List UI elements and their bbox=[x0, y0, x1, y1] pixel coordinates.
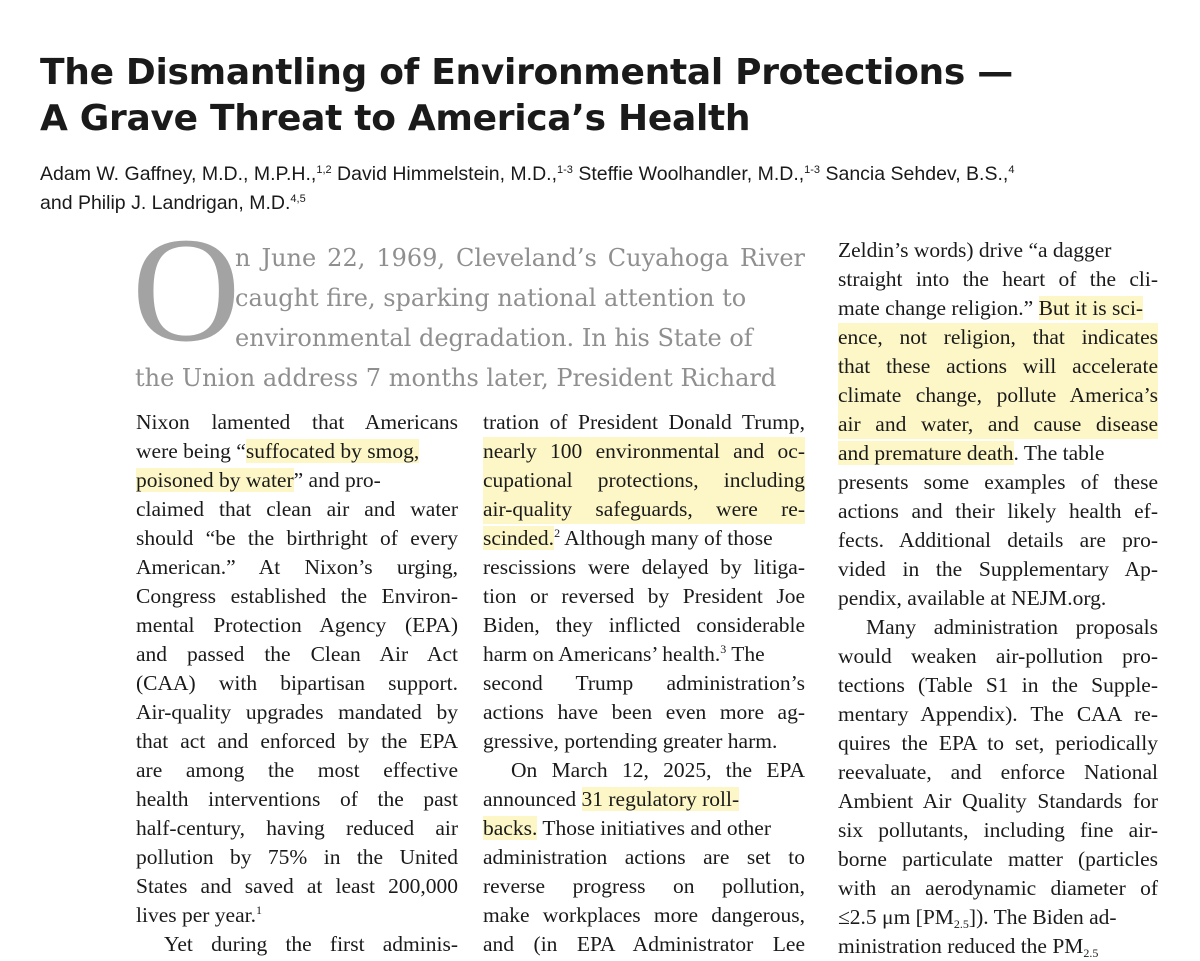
text-line bbox=[838, 410, 1158, 439]
text-line: States and saved at least 200,000 bbox=[136, 874, 458, 898]
text-run: ]). The Biden ad- bbox=[968, 905, 1117, 929]
text-line: should “be the birthright of every bbox=[136, 526, 458, 550]
highlighted-text: climate change, pollute America’s bbox=[838, 381, 1158, 410]
text-line: fects. Additional details are pro- bbox=[838, 528, 1158, 552]
text-line: tion or reversed by President Joe bbox=[483, 584, 805, 608]
text-line bbox=[483, 524, 805, 553]
text-line: Biden, they inflicted considerable bbox=[483, 613, 805, 637]
text-line: reevaluate, and enforce National bbox=[838, 760, 1158, 784]
lead-line: the Union address 7 months later, President Richard bbox=[135, 364, 777, 392]
affiliation-ref: 4 bbox=[1008, 164, 1015, 176]
text-line: administration actions are set to bbox=[483, 845, 805, 869]
lead-paragraph bbox=[135, 238, 805, 398]
title-line: The Dismantling of Environmental Protections — bbox=[40, 52, 1013, 93]
text-run: Those initiatives and other bbox=[537, 816, 771, 840]
text-line bbox=[838, 903, 1158, 932]
text-line bbox=[838, 323, 1158, 352]
author-name: and Philip J. Landrigan, M.D. bbox=[40, 192, 291, 214]
text-line: mental Protection Agency (EPA) bbox=[136, 613, 458, 637]
text-line bbox=[483, 466, 805, 495]
text-column-3 bbox=[838, 236, 1158, 961]
text-line bbox=[838, 932, 1158, 961]
text-run: ministration reduced the PM bbox=[838, 934, 1084, 958]
text-line bbox=[483, 814, 805, 843]
text-line: claimed that clean air and water bbox=[136, 497, 458, 521]
text-run: ≤2.5 μm [PM bbox=[838, 905, 954, 929]
text-line bbox=[483, 785, 805, 814]
text-line bbox=[483, 437, 805, 466]
highlighted-text: poisoned by water bbox=[136, 468, 294, 492]
highlighted-text: backs. bbox=[483, 816, 538, 840]
text-line: are among the most effective bbox=[136, 758, 458, 782]
drop-cap: O bbox=[132, 207, 241, 373]
text-line: Ambient Air Quality Standards for bbox=[838, 789, 1158, 813]
affiliation-ref: 1-3 bbox=[804, 164, 821, 176]
text-line bbox=[838, 352, 1158, 381]
text-line bbox=[136, 437, 458, 466]
text-line bbox=[483, 640, 805, 669]
text-line: second Trump administration’s bbox=[483, 671, 805, 695]
text-line bbox=[136, 901, 458, 930]
citation-ref: 3 bbox=[720, 642, 727, 656]
text-line bbox=[838, 439, 1158, 468]
article-title bbox=[40, 50, 1013, 142]
text-run: lives per year. bbox=[136, 903, 256, 927]
text-run: . The table bbox=[1013, 441, 1105, 465]
affiliation-ref: 1-3 bbox=[557, 164, 573, 176]
text-line: tration of President Donald Trump, bbox=[483, 410, 805, 434]
author-name: Adam W. Gaffney, M.D., M.P.H., bbox=[40, 163, 317, 185]
highlighted-text: air and water, and cause disease bbox=[838, 410, 1158, 439]
text-run: were being “ bbox=[136, 439, 246, 463]
text-line: actions and their likely health ef- bbox=[838, 499, 1158, 523]
highlighted-text: nearly 100 environmental and oc- bbox=[483, 437, 805, 466]
text-line: make workplaces more dangerous, bbox=[483, 903, 805, 927]
text-run: Although many of those bbox=[560, 526, 773, 550]
affiliation-ref: 4,5 bbox=[290, 193, 306, 205]
text-line: tections (Table S1 in the Supple- bbox=[838, 673, 1158, 697]
text-line: with an aerodynamic diameter of bbox=[838, 876, 1158, 900]
text-line: Yet during the first adminis- bbox=[164, 932, 458, 956]
citation-ref: 2 bbox=[554, 526, 561, 540]
text-line: that act and enforced by the EPA bbox=[136, 729, 458, 753]
author-name: Sancia Sehdev, B.S., bbox=[820, 163, 1009, 185]
text-line: gressive, portending greater harm. bbox=[483, 729, 778, 753]
text-line: and (in EPA Administrator Lee bbox=[483, 932, 805, 956]
text-line bbox=[136, 466, 458, 495]
text-line: Many administration proposals bbox=[866, 615, 1158, 639]
subscript: 2.5 bbox=[953, 917, 969, 931]
text-line: actions have been even more ag- bbox=[483, 700, 805, 724]
text-line: quires the EPA to set, periodically bbox=[838, 731, 1158, 755]
text-line: On March 12, 2025, the EPA bbox=[511, 758, 805, 782]
text-run: harm on Americans’ health. bbox=[483, 642, 721, 666]
text-line: pendix, available at NEJM.org. bbox=[838, 586, 1107, 610]
text-line: Zeldin’s words) drive “a dagger bbox=[838, 238, 1112, 262]
lead-line: environmental degradation. In his State of bbox=[235, 324, 753, 352]
text-line: presents some examples of these bbox=[838, 470, 1158, 494]
text-line: straight into the heart of the cli- bbox=[838, 267, 1158, 291]
citation-ref: 1 bbox=[256, 903, 262, 917]
text-line: (CAA) with bipartisan support. bbox=[136, 671, 458, 695]
highlighted-text: that these actions will accelerate bbox=[838, 352, 1158, 381]
text-line: Congress established the Environ- bbox=[136, 584, 458, 608]
text-line: and passed the Clean Air Act bbox=[136, 642, 458, 666]
highlighted-text: scinded. bbox=[483, 526, 555, 550]
author-name: David Himmelstein, M.D., bbox=[331, 163, 558, 185]
affiliation-ref: 1,2 bbox=[316, 164, 332, 176]
text-line: pollution by 75% in the United bbox=[136, 845, 458, 869]
text-line: American.” At Nixon’s urging, bbox=[136, 555, 458, 579]
text-line: rescissions were delayed by litiga- bbox=[483, 555, 805, 579]
title-line: A Grave Threat to America’s Health bbox=[40, 98, 751, 139]
subscript: 2.5 bbox=[1083, 946, 1099, 960]
highlighted-text: cupational protections, including bbox=[483, 466, 805, 495]
text-column-2 bbox=[483, 408, 805, 959]
lead-line: n June 22, 1969, Cleveland’s Cuyahoga River bbox=[235, 244, 805, 272]
text-line: would weaken air-pollution pro- bbox=[838, 644, 1158, 668]
text-run: announced bbox=[483, 787, 582, 811]
highlighted-text: suffocated by smog, bbox=[245, 439, 420, 463]
text-run: The bbox=[726, 642, 765, 666]
text-line: mentary Appendix). The CAA re- bbox=[838, 702, 1158, 726]
highlighted-text: 31 regulatory roll- bbox=[581, 787, 740, 811]
author-name: Steffie Woolhandler, M.D., bbox=[572, 163, 805, 185]
text-line: borne particulate matter (particles bbox=[838, 847, 1158, 871]
highlighted-text: air-quality safeguards, were re- bbox=[483, 495, 805, 524]
text-column-1 bbox=[136, 408, 458, 959]
highlighted-text: ence, not religion, that indicates bbox=[838, 323, 1158, 352]
text-line bbox=[838, 294, 1158, 323]
text-line: Air-quality upgrades mandated by bbox=[136, 700, 458, 724]
text-run: mate change religion.” bbox=[838, 296, 1039, 320]
author-line bbox=[40, 160, 1014, 189]
text-line bbox=[483, 495, 805, 524]
text-line: reverse progress on pollution, bbox=[483, 874, 805, 898]
lead-line: caught fire, sparking national attention to bbox=[235, 284, 747, 312]
highlighted-text: But it is sci- bbox=[1038, 296, 1144, 320]
text-line: vided in the Supplementary Ap- bbox=[838, 557, 1158, 581]
text-line: health interventions of the past bbox=[136, 787, 458, 811]
text-line: half-century, having reduced air bbox=[136, 816, 458, 840]
text-line: Nixon lamented that Americans bbox=[136, 410, 458, 434]
text-line bbox=[838, 381, 1158, 410]
highlighted-text: and premature death bbox=[838, 441, 1014, 465]
text-line: six pollutants, including fine air- bbox=[838, 818, 1158, 842]
text-run: ” and pro- bbox=[293, 468, 381, 492]
